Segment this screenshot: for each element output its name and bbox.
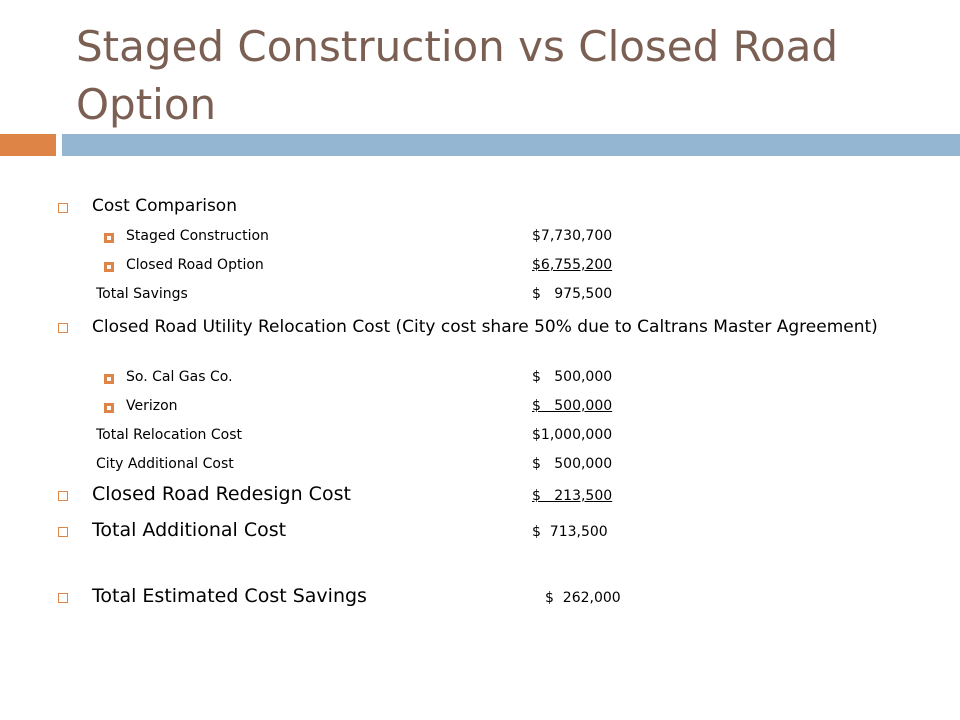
redesign-cost-value: $ 213,500 (532, 488, 613, 504)
slide-title: Staged Construction vs Closed Road Option (76, 22, 839, 129)
total-relocation-value: $1,000,000 (532, 427, 613, 443)
accent-bar-blue (62, 134, 960, 156)
filled-square-bullet-icon (104, 403, 114, 413)
square-bullet-icon (58, 203, 68, 213)
total-relocation-label: Total Relocation Cost (96, 427, 242, 443)
square-bullet-icon (58, 491, 68, 501)
square-bullet-icon (58, 527, 68, 537)
total-additional-label: Total Additional Cost (92, 519, 287, 541)
staged-construction-label: Staged Construction (126, 228, 269, 244)
redesign-cost-label: Closed Road Redesign Cost (92, 483, 351, 505)
city-additional-value: $ 500,000 (532, 456, 613, 472)
total-savings-value: $ 975,500 (532, 286, 613, 302)
closed-road-option-label: Closed Road Option (126, 257, 264, 273)
socal-gas-value: $ 500,000 (532, 369, 613, 385)
utility-relocation-heading: Closed Road Utility Relocation Cost (City cost share 50% due to Caltrans Master Agreement) (92, 317, 878, 337)
filled-square-bullet-icon (104, 233, 114, 243)
total-estimated-savings-value: $ 262,000 (545, 590, 621, 606)
accent-bar-orange (0, 134, 56, 156)
total-estimated-savings-label: Total Estimated Cost Savings (92, 585, 367, 607)
square-bullet-icon (58, 323, 68, 333)
city-additional-label: City Additional Cost (96, 456, 234, 472)
total-savings-label: Total Savings (96, 286, 188, 302)
filled-square-bullet-icon (104, 374, 114, 384)
closed-road-option-value: $6,755,200 (532, 257, 613, 273)
staged-construction-value: $7,730,700 (532, 228, 613, 244)
verizon-value: $ 500,000 (532, 398, 613, 414)
square-bullet-icon (58, 593, 68, 603)
total-additional-value: $ 713,500 (532, 524, 608, 540)
socal-gas-label: So. Cal Gas Co. (126, 369, 233, 385)
filled-square-bullet-icon (104, 262, 114, 272)
cost-comparison-heading: Cost Comparison (92, 196, 237, 216)
verizon-label: Verizon (126, 398, 178, 414)
